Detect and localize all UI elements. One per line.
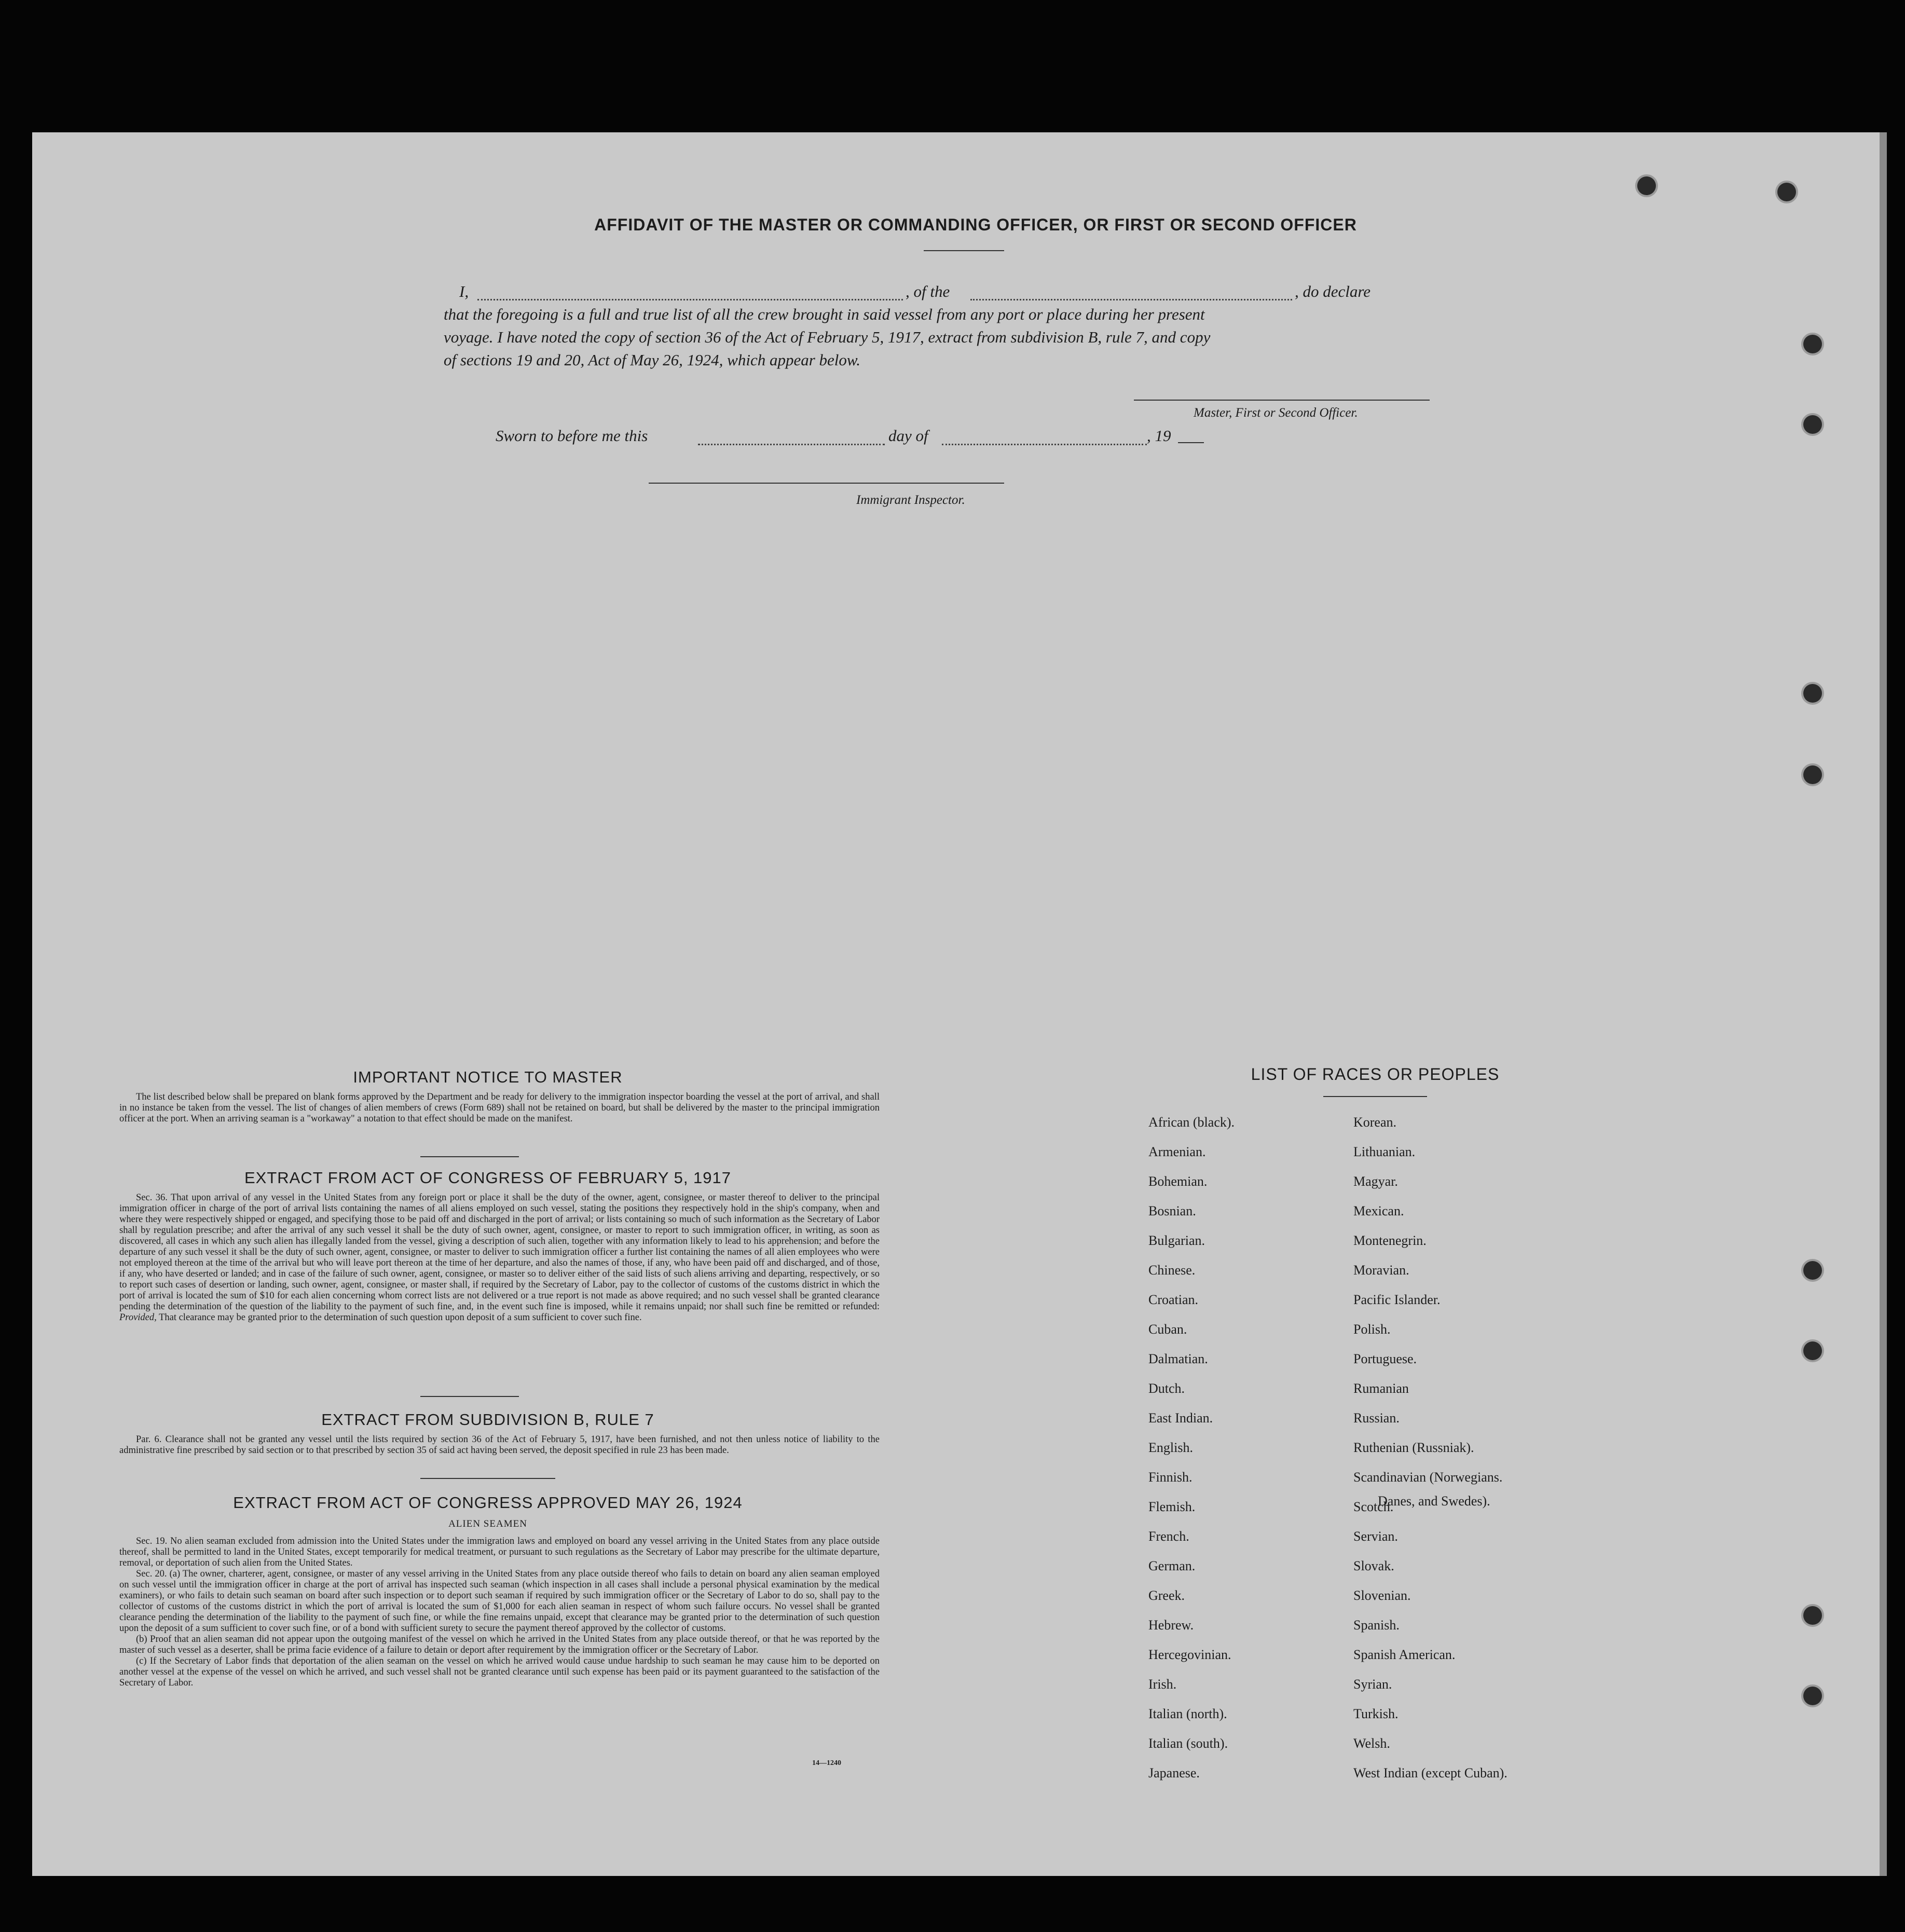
subdivision-b-title: EXTRACT FROM SUBDIVISION B, RULE 7 (321, 1410, 654, 1429)
inspector-signature-line[interactable] (649, 483, 1004, 484)
sec36-end: That clearance may be granted prior to the determination of such question upon deposit of a sum sufficient to cover such fine. (159, 1312, 642, 1323)
punch-hole (1803, 1261, 1822, 1280)
race-item: Portuguese. (1353, 1351, 1417, 1366)
punch-hole (1637, 176, 1656, 195)
year-field[interactable] (1178, 442, 1204, 443)
divider (1323, 1096, 1427, 1097)
races-title: LIST OF RACES OR PEOPLES (1251, 1065, 1500, 1084)
subdivision-b-body: Par. 6. Clearance shall not be granted any vessel until the lists required by section 36 of the Act of February 5, 1917, have been furnished, and not then unless notice of liability to the administrative fine prescribed by said section or to that prescribed by section 35 of said act having been served, the deposit specified in rule 23 has been made. (119, 1434, 880, 1456)
race-item: Bulgarian. (1148, 1233, 1205, 1248)
race-item: Spanish American. (1353, 1647, 1456, 1662)
divider (420, 1478, 555, 1479)
master-label: Master, First or Second Officer. (1194, 406, 1358, 420)
sec20a-text: Sec. 20. (a) The owner, charterer, agent, consignee, or master of any vessel arriving in the United States from any place outside thereof who fails to detain on board any alien seaman employed on such vessel until the immigration officer in charge at the port of arrival has inspected such seaman (which inspection in all cases shall include a personal physical examination by the medical examiners), or who fails to detain such seaman on board after such inspection or to deport such seaman if required by such immigration officer or the Secretary of Labor to do so, shall pay to the collector of customs of the customs district in which the port of arrival is located the sum of $1,000 for each alien seaman in respect of whom such failure occurs. No vessel shall be granted clearance pending the determination of the liability to the payment of such fine, or while the fine remains unpaid, except that clearance may be granted prior to the determination of such question upon the deposit of a sum sufficient to cover such fine, or of a bond with sufficient surety to secure the payment thereof approved by the collector of customs. (119, 1569, 880, 1634)
sworn-label: Sworn to before me this (496, 427, 648, 445)
sec19-text: Sec. 19. No alien seaman excluded from admission into the United States under the immigration laws and employed on board any vessel arriving in the United States from any place outside thereof, shall be permitted to land in the United States, except temporarily for medical treatment, or pursuant to such regulations as the Secretary of Labor may prescribe for the ultimate departure, removal, or deportation of such alien from the United States. (119, 1536, 880, 1568)
race-item: Scandinavian (Norwegians. (1353, 1470, 1503, 1485)
provided-text: Provided, (119, 1312, 157, 1323)
affidavit-i: I, (459, 282, 469, 300)
race-item: Bohemian. (1148, 1174, 1208, 1189)
race-item: German. (1148, 1558, 1196, 1573)
vessel-field[interactable] (970, 299, 1292, 300)
race-item: Finnish. (1148, 1470, 1193, 1485)
race-item: Irish. (1148, 1677, 1177, 1692)
race-item: Cuban. (1148, 1322, 1187, 1337)
race-item: Russian. (1353, 1410, 1400, 1426)
affidavit-line-3: voyage. I have noted the copy of section 36 of the Act of February 5, 1917, extract from subdivision B, rule 7, and copy (444, 328, 1211, 346)
race-item: Magyar. (1353, 1174, 1398, 1189)
race-item: Japanese. (1148, 1765, 1200, 1780)
punch-hole (1803, 335, 1822, 353)
notice-body: The list described below shall be prepared on blank forms approved by the Department and be ready for delivery to the immigration inspector boarding the vessel at the port of arrival, and shall in no instance be taken from the vessel. The list of changes of alien members of crews (Form 689) shall not be retained on board, but shall be delivered by the master to the principal immigration officer at the port. When an arriving seaman is a "workaway" a notation to that effect should be made on the manifest. (119, 1092, 880, 1124)
race-item: Rumanian (1353, 1381, 1409, 1396)
race-item: English. (1148, 1440, 1193, 1455)
extract-1924-body (119, 1536, 880, 1689)
race-item: Ruthenian (Russniak). (1353, 1440, 1474, 1455)
divider (420, 1156, 519, 1157)
extract-1917-title: EXTRACT FROM ACT OF CONGRESS OF FEBRUARY 5, 1917 (244, 1169, 732, 1187)
affidavit-declare: , do declare (1295, 282, 1371, 300)
notice-title: IMPORTANT NOTICE TO MASTER (353, 1068, 623, 1086)
affidavit-title: AFFIDAVIT OF THE MASTER OR COMMANDING OFFICER, OR FIRST OR SECOND OFFICER (594, 215, 1357, 234)
race-item: Slovak. (1353, 1558, 1394, 1573)
race-item: Hebrew. (1148, 1618, 1194, 1633)
race-item: Scotch. (1353, 1499, 1394, 1514)
race-item: Croatian. (1148, 1292, 1199, 1307)
race-item: Bosnian. (1148, 1203, 1196, 1218)
punch-hole (1803, 1606, 1822, 1625)
name-field[interactable] (477, 299, 903, 300)
race-item: Pacific Islander. (1353, 1292, 1441, 1307)
race-item: Flemish. (1148, 1499, 1196, 1514)
punch-hole (1777, 183, 1796, 201)
race-item: Welsh. (1353, 1736, 1390, 1751)
race-item: Greek. (1148, 1588, 1185, 1603)
punch-hole (1803, 415, 1822, 434)
sec20b-text: (b) Proof that an alien seaman did not appear upon the outgoing manifest of the vessel on which he arrived in the United States from any place outside thereof, or that he was reported by the master of such vessel as a deserter, shall be prima facie evidence of a failure to detain or deport after requirement by the immigration officer or the Secretary of Labor. (119, 1634, 880, 1655)
race-item: Dutch. (1148, 1381, 1185, 1396)
race-item: Spanish. (1353, 1618, 1400, 1633)
race-item: Servian. (1353, 1529, 1398, 1544)
race-item: Syrian. (1353, 1677, 1392, 1692)
affidavit-line-4: of sections 19 and 20, Act of May 26, 1924, which appear below. (444, 351, 861, 369)
punch-hole (1803, 684, 1822, 703)
race-item: Chinese. (1148, 1263, 1196, 1278)
race-item: French. (1148, 1529, 1189, 1544)
punch-hole (1803, 765, 1822, 784)
race-item: Montenegrin. (1353, 1233, 1427, 1248)
extract-1917-body (119, 1193, 880, 1323)
race-item: African (black). (1148, 1115, 1235, 1130)
punch-hole (1803, 1341, 1822, 1360)
race-item: Polish. (1353, 1322, 1391, 1337)
extract-1924-title: EXTRACT FROM ACT OF CONGRESS APPROVED MAY 26, 1924 (233, 1493, 743, 1512)
master-signature-line[interactable] (1134, 400, 1430, 401)
race-item: Armenian. (1148, 1144, 1206, 1159)
race-item: Turkish. (1353, 1706, 1399, 1721)
divider (420, 1396, 519, 1397)
race-item: Hercegovinian. (1148, 1647, 1231, 1662)
race-item: Lithuanian. (1353, 1144, 1416, 1159)
race-item: Moravian. (1353, 1263, 1409, 1278)
race-item: East Indian. (1148, 1410, 1213, 1426)
sec36-text: Sec. 36. That upon arrival of any vessel in the United States from any foreign port or place it shall be the duty of the owner, agent, consignee, or master thereof to deliver to the principal immigration officer in charge of the port of arrival lists containing the names of all aliens employed on such vessel, stating the positions they respectively hold in the ship's company, when and where they were respectively shipped or engaged, and specifying those to be paid off and discharged in the port of arrival; or lists containing so much of such information as the Secretary of Labor shall by regulation prescribe; and after the arrival of any such vessel it shall be the duty of such owner, agent, consignee, or master to report to such immigration officer, in writing, as soon as discovered, all cases in which any such alien has illegally landed from the vessel, giving a description of such alien, together with any information likely to lead to his apprehension; and before the departure of any such vessel it shall be the duty of such owner, agent, consignee, or master to deliver to such immigration officer a further list containing the names of all alien employees who were not employed thereon at the time of the arrival but who will leave port thereon at the time of her departure, and also the names of those, if any, who have been paid off and discharged, and of those, if any, who have deserted or landed; and in case of the failure of such owner, agent, consignee, or master so to deliver either of the said lists of such aliens arriving and departing, respectively, or so to report such cases of desertion or landing, such owner, agent, consignee, or master shall, if required by the Secretary of Labor, pay to the collector of customs of the customs district in which the port of arrival is located the sum of $10 for each alien concerning whom correct lists are not delivered or a true report is not made as above required; and no such vessel shall be granted clearance pending the determination of the question of the liability to the payment of such fine, and, in the event such fine is imposed, while it remains unpaid; nor shall such fine be remitted or refunded: (119, 1193, 880, 1312)
page-edge (1880, 132, 1887, 1876)
sworn-day-field[interactable] (698, 444, 885, 445)
sworn-month-field[interactable] (942, 444, 1147, 445)
race-item: Korean. (1353, 1115, 1397, 1130)
race-item: West Indian (except Cuban). (1353, 1765, 1507, 1780)
sec20c-text: (c) If the Secretary of Labor finds that deportation of the alien seaman on the vessel on which he arrived would cause undue hardship to such seaman he may cause him to be deported on another vessel at the expense of the vessel on which he arrived, and such vessel shall not be granted clearance until such expense has been paid or its payment guaranteed to the satisfaction of the Secretary of Labor. (119, 1656, 880, 1688)
race-item: Dalmatian. (1148, 1351, 1208, 1366)
race-item: Mexican. (1353, 1203, 1404, 1218)
form-number: 14—1240 (812, 1759, 841, 1767)
affidavit-line-2: that the foregoing is a full and true list of all the crew brought in said vessel from any port or place during her present (444, 305, 1205, 323)
divider (924, 250, 1004, 251)
alien-seamen-subtitle: ALIEN SEAMEN (448, 1518, 527, 1529)
day-of-label: day of (888, 427, 928, 445)
punch-hole (1803, 1687, 1822, 1705)
affidavit-text (444, 280, 1466, 372)
race-item-continuation: Danes, and Swedes). (1378, 1493, 1490, 1509)
race-item: Italian (north). (1148, 1706, 1227, 1721)
affidavit-of-the: , of the (906, 282, 950, 300)
year-label: , 19 (1147, 427, 1171, 445)
race-item: Italian (south). (1148, 1736, 1228, 1751)
race-item: Slovenian. (1353, 1588, 1411, 1603)
inspector-label: Immigrant Inspector. (856, 493, 965, 507)
